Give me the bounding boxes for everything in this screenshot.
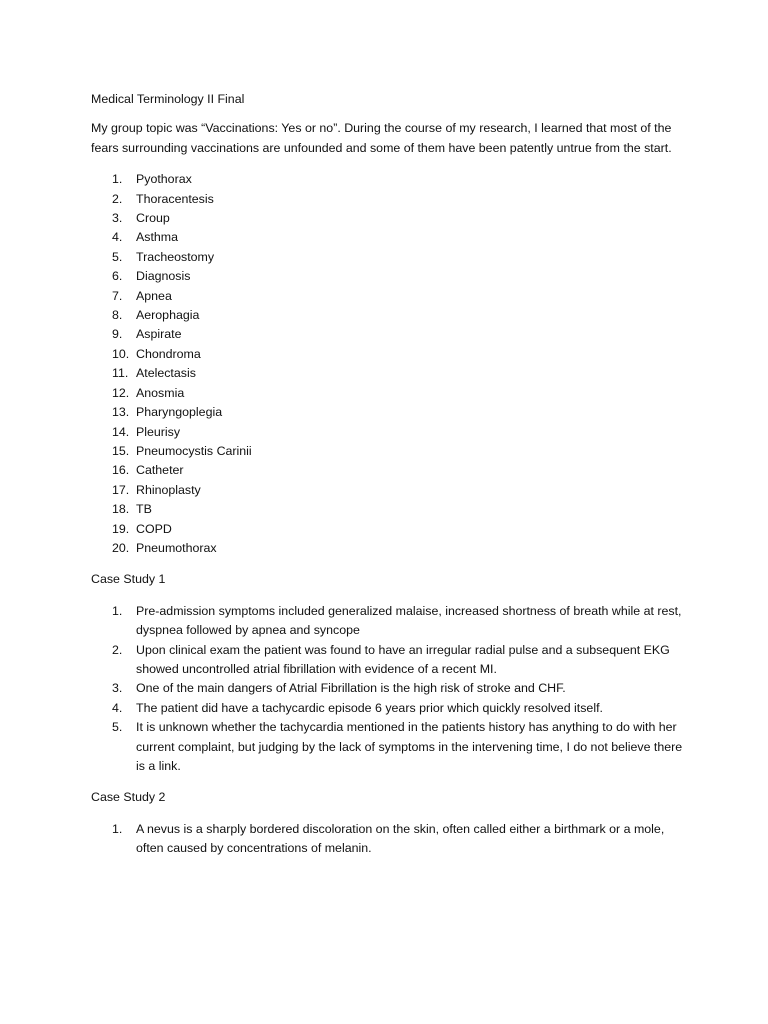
term-text: Catheter: [136, 463, 184, 478]
list-item: [91, 539, 691, 558]
term-text: TB: [136, 502, 152, 517]
case-study-2-heading: Case Study 2: [91, 790, 166, 805]
list-item: [91, 718, 691, 776]
list-item: [91, 461, 691, 480]
terms-list: [91, 170, 691, 558]
list-number: 20.: [112, 540, 130, 555]
answer-text: It is unknown whether the tachycardia mentioned in the patients history has anything to do with her current complaint, but judging by the lack of symptoms in the intervening time, I do not believe there is a link.: [136, 720, 683, 773]
list-item: [91, 500, 691, 519]
term-text: Apnea: [136, 288, 172, 303]
term-text: Pleurisy: [136, 424, 181, 439]
list-item: [91, 267, 691, 286]
term-text: Anosmia: [136, 385, 185, 400]
list-number: 9.: [112, 327, 123, 342]
term-text: Tracheostomy: [136, 249, 215, 264]
term-text: Pneumothorax: [136, 540, 217, 555]
list-number: 10.: [112, 346, 130, 361]
term-text: Pneumocystis Carinii: [136, 443, 252, 458]
list-item: [91, 306, 691, 325]
list-number: 7.: [112, 288, 123, 303]
intro-paragraph: My group topic was “Vaccinations: Yes or no”. During the course of my research, I learned that most of the fears surrounding vaccinations are unfounded and some of them have been patently untrue from the start.: [91, 121, 672, 155]
term-text: Asthma: [136, 230, 179, 245]
list-number: 18.: [112, 502, 130, 517]
term-text: Chondroma: [136, 346, 201, 361]
list-item: [91, 699, 691, 718]
list-number: 4.: [112, 230, 123, 245]
list-number: 13.: [112, 405, 130, 420]
term-text: Thoracentesis: [136, 191, 214, 206]
term-text: Atelectasis: [136, 366, 196, 381]
term-text: Diagnosis: [136, 269, 191, 284]
list-item: [91, 442, 691, 461]
document-title: Medical Terminology II Final: [91, 92, 245, 106]
list-number: 16.: [112, 463, 130, 478]
case-study-1-heading: Case Study 1: [91, 572, 166, 587]
list-number: 3.: [112, 681, 123, 696]
list-item: [91, 325, 691, 344]
list-item: [91, 481, 691, 500]
document-body: [91, 90, 691, 859]
list-item: [91, 820, 691, 859]
term-text: Aspirate: [136, 327, 182, 342]
list-number: 6.: [112, 269, 123, 284]
term-text: Pharyngoplegia: [136, 405, 223, 420]
list-number: 1.: [112, 603, 123, 618]
list-item: [91, 641, 691, 680]
case-study-1-list: [91, 602, 691, 777]
term-text: Rhinoplasty: [136, 482, 201, 497]
list-item: [91, 170, 691, 189]
list-number: 11.: [112, 366, 129, 381]
list-number: 17.: [112, 482, 130, 497]
list-item: [91, 423, 691, 442]
answer-text: Pre-admission symptoms included generalized malaise, increased shortness of breath while at rest, dyspnea followed by apnea and syncope: [136, 603, 682, 638]
term-text: Pyothorax: [136, 172, 192, 187]
term-text: COPD: [136, 521, 172, 536]
case-study-2-list: [91, 820, 691, 859]
list-number: 1.: [112, 172, 123, 187]
list-item: [91, 520, 691, 539]
list-item: [91, 287, 691, 306]
list-number: 4.: [112, 700, 123, 715]
answer-text: The patient did have a tachycardic episode 6 years prior which quickly resolved itself.: [136, 700, 603, 715]
list-item: [91, 228, 691, 247]
answer-text: One of the main dangers of Atrial Fibrillation is the high risk of stroke and CHF.: [136, 681, 566, 696]
list-item: [91, 679, 691, 698]
list-item: [91, 364, 691, 383]
list-number: 3.: [112, 211, 123, 226]
list-number: 2.: [112, 642, 123, 657]
list-number: 5.: [112, 249, 123, 264]
list-number: 12.: [112, 385, 130, 400]
answer-text: Upon clinical exam the patient was found to have an irregular radial pulse and a subsequent EKG showed uncontrolled atrial fibrillation with evidence of a recent MI.: [136, 642, 670, 676]
list-item: [91, 345, 691, 364]
answer-text: A nevus is a sharply bordered discoloration on the skin, often called either a birthmark or a mole, often caused by concentrations of melanin.: [136, 821, 665, 856]
list-number: 1.: [112, 821, 123, 836]
list-number: 2.: [112, 191, 123, 206]
list-item: [91, 602, 691, 641]
list-item: [91, 403, 691, 422]
term-text: Croup: [136, 211, 170, 226]
list-number: 8.: [112, 308, 123, 323]
list-item: [91, 209, 691, 228]
list-number: 19.: [112, 521, 130, 536]
list-number: 15.: [112, 443, 130, 458]
list-number: 5.: [112, 720, 123, 735]
list-number: 14.: [112, 424, 130, 439]
list-item: [91, 248, 691, 267]
list-item: [91, 384, 691, 403]
list-item: [91, 190, 691, 209]
term-text: Aerophagia: [136, 308, 200, 323]
